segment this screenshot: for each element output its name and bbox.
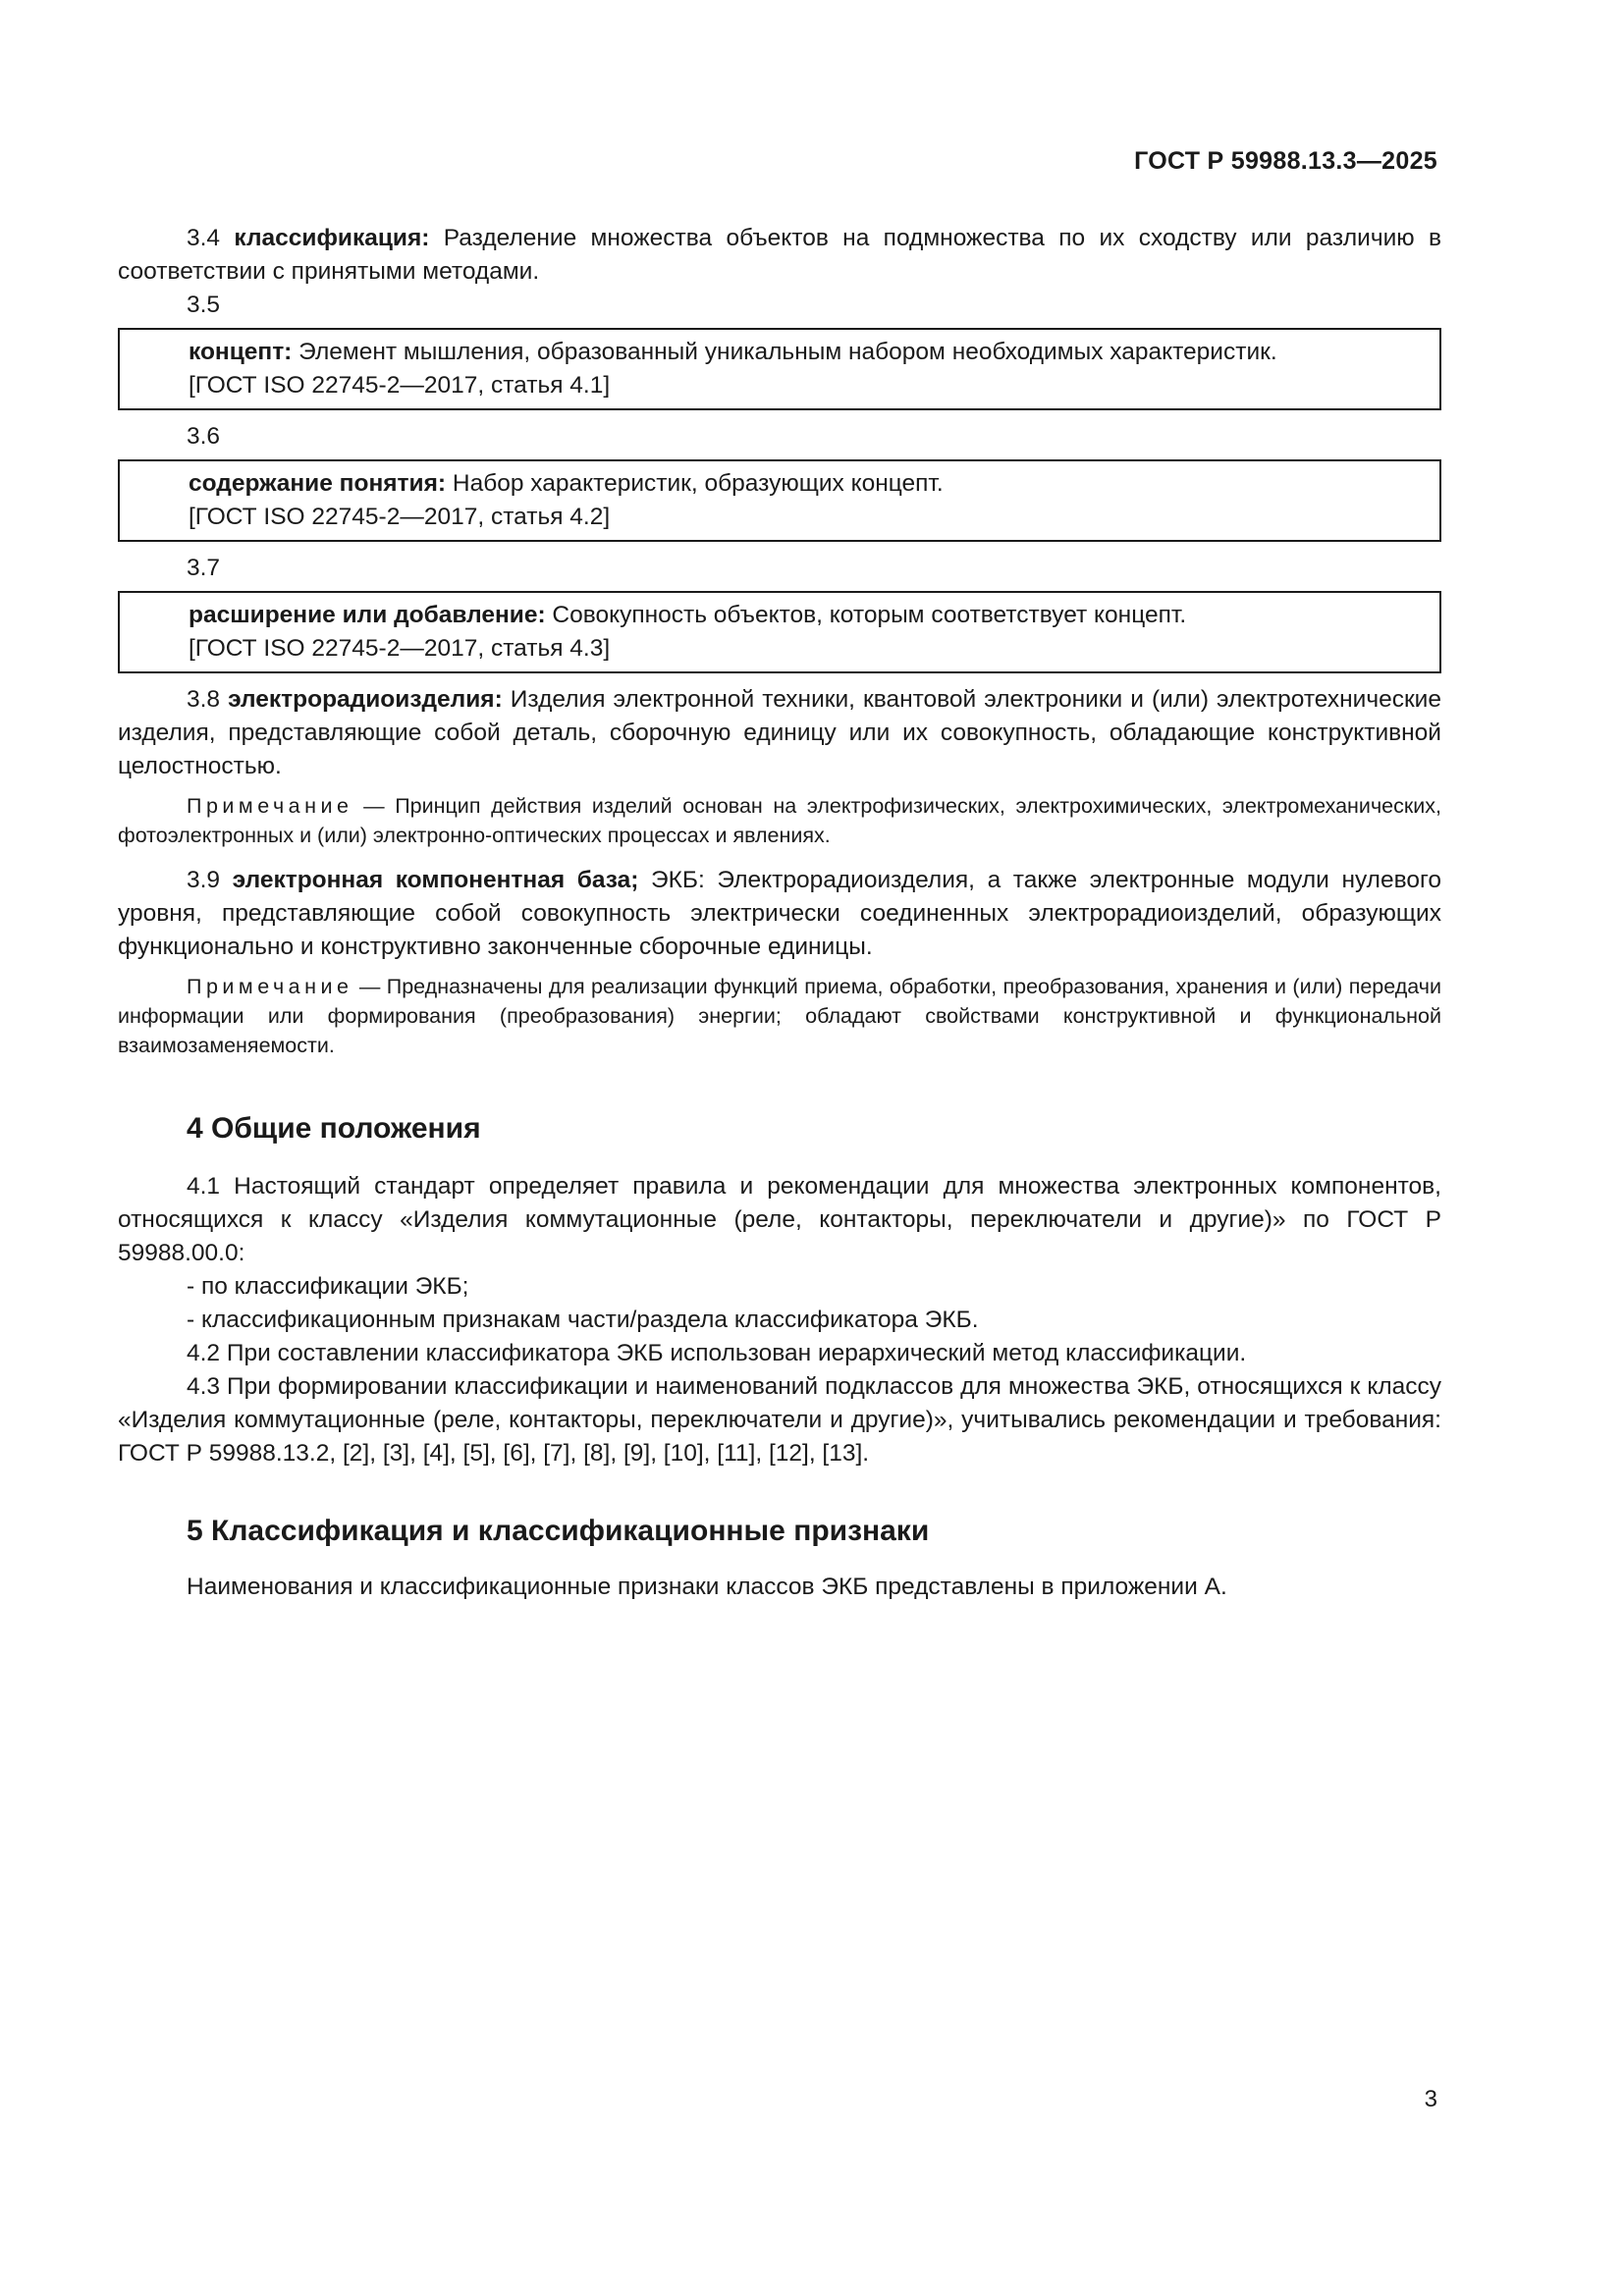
term-name: концепт: — [189, 339, 293, 365]
term-number: 3.4 — [187, 225, 221, 251]
section-4-title: 4 Общие положения — [187, 1112, 481, 1145]
term-source: [ГОСТ ISO 22745-2—2017, статья 4.3] — [189, 635, 611, 662]
term-name: расширение или добавление: — [189, 602, 546, 628]
term-name: содержание понятия: — [189, 470, 447, 497]
note-3-9 — [118, 972, 1441, 1060]
paragraph-4-3: 4.3 При формировании классификации и наименований подклассов для множества ЭКБ, относящихся к классу «Изделия коммутационные (реле, контакторы, переключатели и другие)», учитывались рекомендации и требования: ГОСТ Р 59988.13.2, [2], [3], [4], [5], [6], [7], [8], [9], [10], [11], [12], [13]. — [118, 1373, 1441, 1467]
term-name: классификация: — [234, 225, 430, 251]
term-definition: Совокупность объектов, которым соответствует концепт. — [545, 602, 1187, 628]
section-5-title: 5 Классификация и классификационные признаки — [187, 1515, 930, 1547]
note-label: Примечание — [187, 794, 353, 818]
term-line — [189, 336, 1426, 369]
term-name: электронная компонентная база; — [232, 867, 639, 893]
note-text: — Предназначены для реализации функций приема, обработки, преобразования, хранения и (или) передачи информации или формирования (преобразования) энергии; обладают свойствами конструктивной и функциональной взаимозаменяемости. — [118, 975, 1441, 1057]
page-number: 3 — [1424, 2086, 1437, 2112]
term-definition: Разделение множества объектов на подмножества по их сходству или различию в соответствии с принятыми методами. — [118, 225, 1441, 285]
document-header-id: ГОСТ Р 59988.13.3—2025 — [1134, 147, 1437, 175]
list-item: - по классификации ЭКБ; — [187, 1273, 469, 1300]
term-definition: ЭКБ: Электрорадиоизделия, а также электронные модули нулевого уровня, представляющие собой совокупность электрически соединенных электрорадиоизделий, образующих функционально и конструктивно законченные сборочные единицы. — [118, 867, 1441, 960]
term-3-8 — [118, 683, 1441, 783]
term-definition: Набор характеристик, образующих концепт. — [446, 470, 944, 497]
term-definition: Изделия электронной техники, квантовой электроники и (или) электротехнические изделия, представляющие собой деталь, сборочную единицу или их совокупность, обладающие конструктивной целостностью. — [118, 686, 1441, 779]
note-label: Примечание — [187, 975, 353, 998]
section-5-text: Наименования и классификационные признаки классов ЭКБ представлены в приложении А. — [187, 1574, 1227, 1600]
term-box-3-5 — [118, 328, 1441, 410]
term-box-3-7 — [118, 591, 1441, 673]
term-number: 3.9 — [187, 867, 221, 893]
term-source: [ГОСТ ISO 22745-2—2017, статья 4.2] — [189, 504, 611, 530]
term-3-4 — [118, 222, 1441, 289]
term-number-3-6: 3.6 — [187, 423, 221, 450]
list-item: - классификационным признакам части/раздела классификатора ЭКБ. — [187, 1307, 979, 1333]
term-number-3-5: 3.5 — [187, 292, 221, 318]
note-3-8 — [118, 791, 1441, 850]
term-source: [ГОСТ ISO 22745-2—2017, статья 4.1] — [189, 372, 611, 399]
term-3-9 — [118, 864, 1441, 964]
term-number: 3.8 — [187, 686, 221, 713]
page-content — [118, 222, 1441, 1604]
paragraph-4-1: 4.1 Настоящий стандарт определяет правила и рекомендации для множества электронных компонентов, относящихся к классу «Изделия коммутационные (реле, контакторы, переключатели и другие)» по ГОСТ Р 59988.00.0: — [118, 1173, 1441, 1266]
term-box-3-6 — [118, 459, 1441, 542]
term-line — [189, 599, 1426, 632]
term-number-3-7: 3.7 — [187, 555, 221, 581]
paragraph-4-2: 4.2 При составлении классификатора ЭКБ использован иерархический метод классификации. — [187, 1340, 1247, 1366]
note-text: — Принцип действия изделий основан на электрофизических, электрохимических, электромеханических, фотоэлектронных и (или) электронно-оптических процессах и явлениях. — [118, 794, 1441, 847]
term-line — [189, 467, 1426, 501]
term-definition: Элемент мышления, образованный уникальным набором необходимых характеристик. — [292, 339, 1277, 365]
term-name: электрорадиоизделия: — [228, 686, 503, 713]
